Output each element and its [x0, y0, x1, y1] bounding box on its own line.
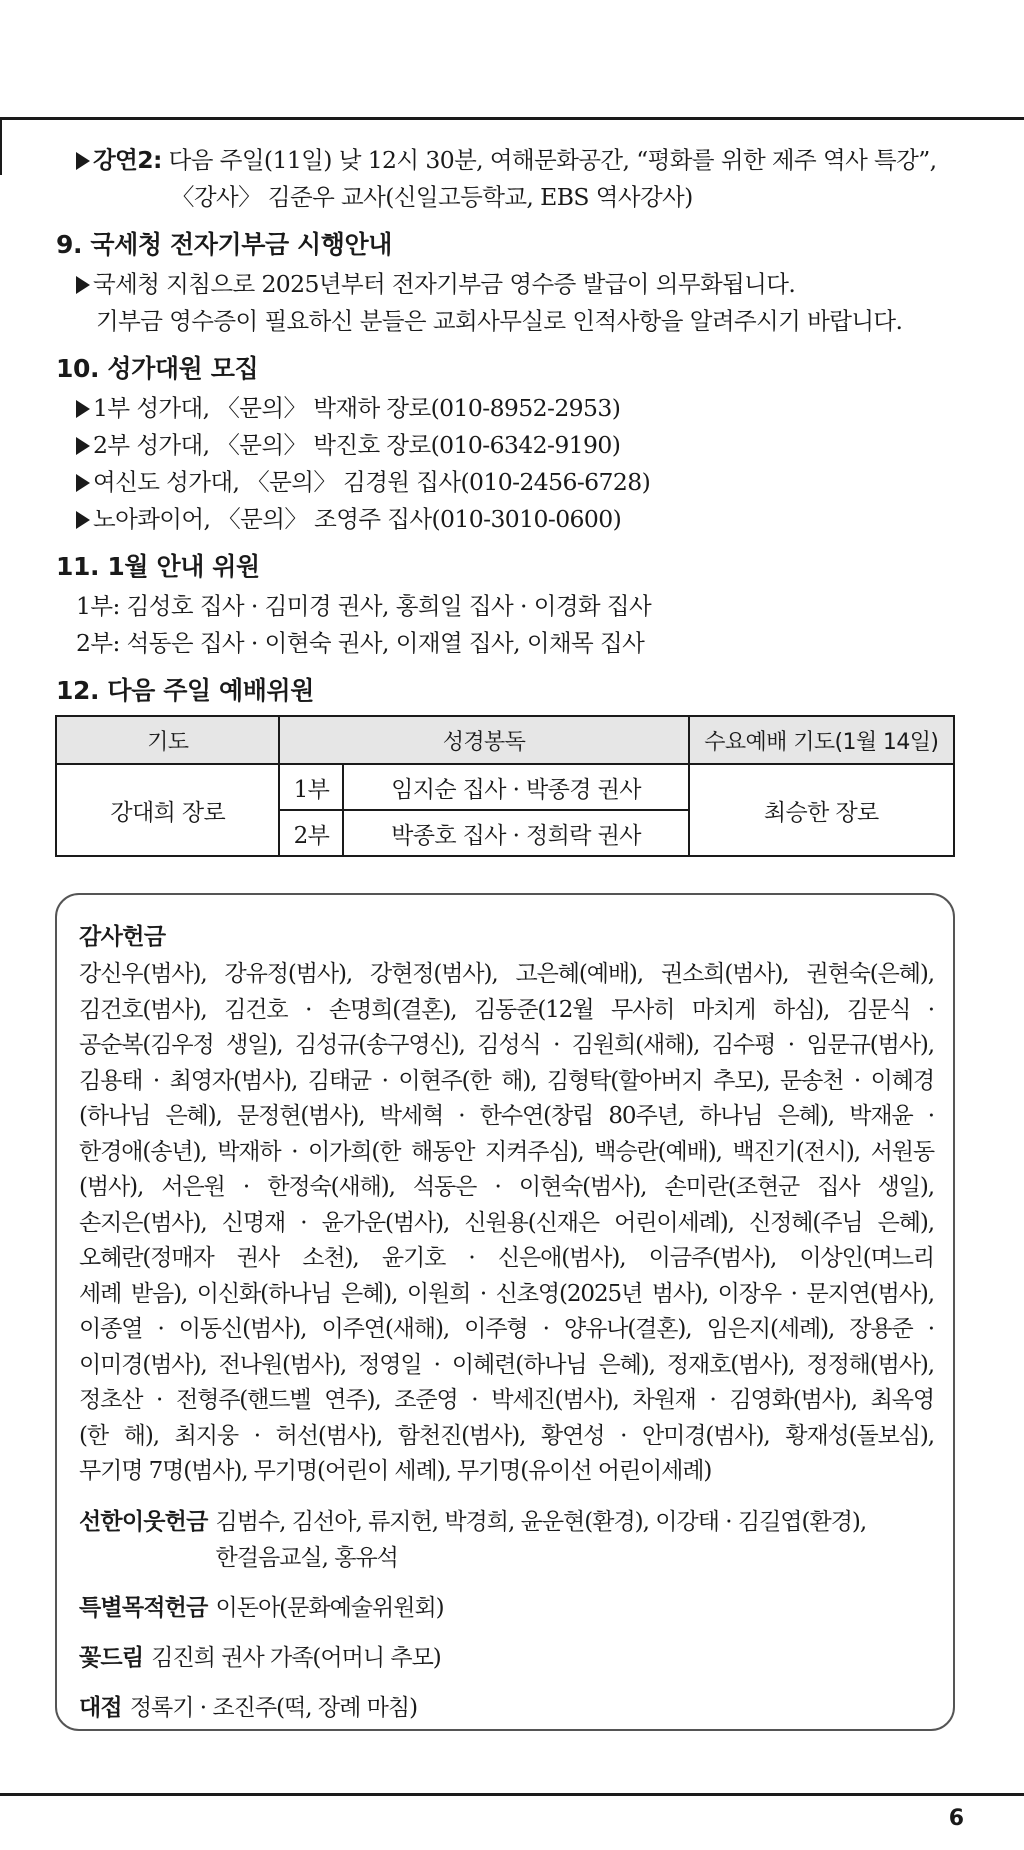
- offering-line: 정초산 · 전형주(핸드벨 연주), 조준영 · 박세진(범사), 차원재 · 김영화(범사), 최옥영: [79, 1387, 934, 1413]
- lecture-label: 강연2:: [93, 146, 162, 174]
- flower-offering: [79, 1640, 934, 1676]
- usher-line: 2부: 석동은 집사 · 이현숙 권사, 이재열 집사, 이채목 집사: [76, 629, 645, 657]
- part-cell: 2부: [279, 810, 343, 856]
- notice-content: [56, 142, 976, 712]
- choir-item: 여신도 성가대, 〈문의〉 김경원 집사(010-2456-6728): [56, 464, 976, 501]
- left-margin-mark: [0, 117, 2, 175]
- choir-item: 노아콰이어, 〈문의〉 조영주 집사(010-3010-0600): [56, 501, 976, 538]
- table-row: [56, 764, 954, 810]
- choir-item: 2부 성가대, 〈문의〉 박진호 장로(010-6342-9190): [56, 427, 976, 464]
- worship-roster-table: [55, 715, 955, 857]
- offerings-box: [55, 893, 955, 1731]
- lecture-line-1: [56, 142, 976, 179]
- special-offering-label: 특별목적헌금: [79, 1594, 208, 1621]
- offerings-content: [79, 917, 934, 1726]
- lecture-text: 다음 주일(11일) 낮 12시 30분, 여해문화공간, “평화를 위한 제주 역사 특강”,: [168, 146, 937, 174]
- usher-line: 1부: 김성호 집사 · 김미경 권사, 홍희일 집사 · 이경화 집사: [76, 592, 652, 620]
- header-reading: 성경봉독: [279, 716, 688, 764]
- offering-line: 이미경(범사), 전나원(범사), 정영일 · 이혜련(하나님 은혜), 정재호(범사), 정정해(범사),: [79, 1351, 934, 1378]
- offering-line: 김용태 · 최영자(범사), 김태균 · 이현주(한 해), 김형탁(할아버지 추모), 문송천 · 이혜경: [79, 1067, 934, 1094]
- triangle-bullet-icon: [76, 437, 90, 455]
- offering-line: 강신우(범사), 강유정(범사), 강현정(범사), 고은혜(예배), 권소희(범사), 권현숙(은혜),: [79, 961, 934, 987]
- offering-line: 세례 받음), 이신화(하나님 은혜), 이원희 · 신초영(2025년 범사), 이장우 · 문지연(범사),: [79, 1280, 934, 1307]
- triangle-bullet-icon: [76, 511, 90, 529]
- triangle-bullet-icon: [76, 474, 90, 492]
- triangle-bullet-icon: [76, 400, 90, 418]
- section-9-line-2: 기부금 영수증이 필요하신 분들은 교회사무실로 인적사항을 알려주시기 바랍니다.: [96, 307, 903, 335]
- lecture-line-2: 〈강사〉 김준우 교사(신일고등학교, EBS 역사강사): [171, 183, 693, 211]
- section-10-heading: 10. 성가대원 모집: [56, 354, 259, 383]
- offering-line: (하나님 은혜), 문정현(범사), 박세혁 · 한수연(창립 80주년, 하나님 은혜), 박재윤 ·: [79, 1103, 934, 1129]
- flower-offering-text: 김진희 권사 가족(어머니 추모): [151, 1644, 441, 1671]
- neighbor-offering: [79, 1504, 934, 1576]
- section-12-heading: 12. 다음 주일 예배위원: [56, 676, 314, 705]
- reader-cell: 임지순 집사 · 박종경 권사: [343, 764, 688, 810]
- triangle-bullet-icon: [76, 152, 90, 170]
- offering-line: (한 해), 최지웅 · 허선(범사), 함천진(범사), 황연성 · 안미경(범사), 황재성(돌보심),: [79, 1422, 934, 1449]
- choir-item: 1부 성가대, 〈문의〉 박재하 장로(010-8952-2953): [56, 390, 976, 427]
- table-header-row: [56, 716, 954, 764]
- neighbor-offering-text: 김범수, 김선아, 류지헌, 박경희, 윤운현(환경), 이강태 · 김길엽(환경), 한걸음교실, 홍유석: [215, 1508, 867, 1571]
- header-prayer: 기도: [56, 716, 279, 764]
- neighbor-offering-label: 선한이웃헌금: [79, 1508, 208, 1535]
- offering-line: 이종열 · 이동신(범사), 이주연(새해), 이주형 · 양유나(결혼), 임은지(세례), 장용준 ·: [79, 1316, 934, 1342]
- triangle-bullet-icon: [76, 276, 90, 294]
- offering-line: (범사), 서은원 · 한정숙(새해), 석동은 · 이현숙(범사), 손미란(조현군 집사 생일),: [79, 1174, 934, 1200]
- reception-text: 정록기 · 조진주(떡, 장례 마침): [129, 1694, 418, 1721]
- bottom-rule: [0, 1793, 1024, 1796]
- flower-offering-label: 꽃드림: [79, 1644, 144, 1671]
- section-9-heading: 9. 국세청 전자기부금 시행안내: [56, 230, 393, 259]
- header-wednesday: 수요예배 기도(1월 14일): [689, 716, 954, 764]
- offering-line: 무기명 7명(범사), 무기명(어린이 세례), 무기명(유이선 어린이세례): [79, 1458, 712, 1484]
- section-9-line-1: 국세청 지침으로 2025년부터 전자기부금 영수증 발급이 의무화됩니다.: [56, 266, 976, 303]
- offering-line: 김건호(범사), 김건호 · 손명희(결혼), 김동준(12월 무사히 마치게 하심), 김문식 ·: [79, 996, 934, 1023]
- part-cell: 1부: [279, 764, 343, 810]
- section-11-heading: 11. 1월 안내 위원: [56, 552, 260, 581]
- page-number: 6: [948, 1806, 964, 1831]
- reader-cell: 박종호 집사 · 정희락 권사: [343, 810, 688, 856]
- special-offering: [79, 1590, 934, 1626]
- offering-line: 한경애(송년), 박재하 · 이가희(한 해동안 지켜주심), 백승란(예배), 백진기(전시), 서원동: [79, 1138, 934, 1165]
- offering-line: 공순복(김우정 생일), 김성규(송구영신), 김성식 · 김원희(새해), 김수평 · 임문규(범사),: [79, 1032, 934, 1058]
- thanks-offering-title: 감사헌금: [79, 924, 166, 950]
- prayer-cell: 강대희 장로: [56, 764, 279, 856]
- reception: [79, 1690, 934, 1726]
- reception-label: 대접: [79, 1694, 122, 1721]
- top-rule: [0, 117, 1024, 120]
- special-offering-text: 이돈아(문화예술위원회): [215, 1594, 444, 1621]
- offering-line: 오혜란(정매자 권사 소천), 윤기호 · 신은애(범사), 이금주(범사), 이상인(며느리: [79, 1245, 934, 1271]
- wednesday-cell: 최승한 장로: [689, 764, 954, 856]
- offering-line: 손지은(범사), 신명재 · 윤가운(범사), 신원용(신재은 어린이세례), 신정혜(주님 은혜),: [79, 1209, 934, 1236]
